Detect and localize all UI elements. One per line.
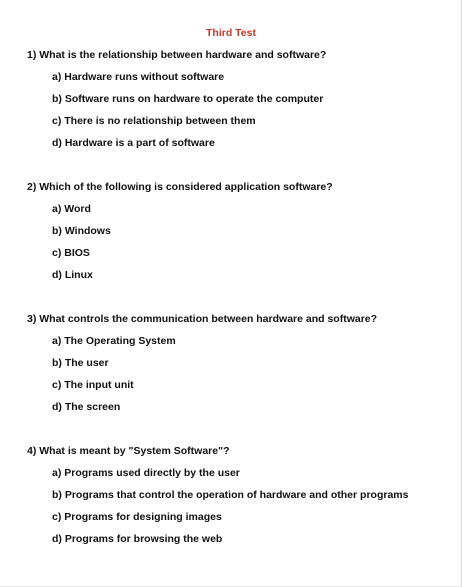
- question-1-option-d: d) Hardware is a part of software: [52, 137, 215, 149]
- question-4-option-c: c) Programs for designing images: [52, 511, 222, 523]
- question-3-option-b: b) The user: [52, 357, 109, 369]
- question-3-option-d: d) The screen: [52, 401, 121, 413]
- question-3-option-c: c) The input unit: [52, 379, 134, 391]
- question-4-option-d: d) Programs for browsing the web: [52, 533, 223, 545]
- question-2-option-b: b) Windows: [52, 225, 111, 237]
- question-2-option-a: a) Word: [52, 203, 91, 215]
- question-2-option-c: c) BIOS: [52, 247, 90, 259]
- question-3: 3) What controls the communication between hardware and software?: [27, 313, 378, 325]
- question-4-option-b: b) Programs that control the operation of hardware and other programs: [52, 489, 409, 501]
- question-1-option-b: b) Software runs on hardware to operate the computer: [52, 93, 324, 105]
- question-1-option-c: c) There is no relationship between them: [52, 115, 256, 127]
- question-4-option-a: a) Programs used directly by the user: [52, 467, 240, 479]
- question-1-option-a: a) Hardware runs without software: [52, 71, 225, 83]
- question-2: 2) Which of the following is considered application software?: [27, 181, 333, 193]
- question-4: 4) What is meant by "System Software"?: [27, 445, 230, 457]
- question-1: 1) What is the relationship between hardware and software?: [27, 49, 327, 61]
- question-3-option-a: a) The Operating System: [52, 335, 176, 347]
- test-title: Third Test: [206, 27, 256, 39]
- question-2-option-d: d) Linux: [52, 269, 93, 281]
